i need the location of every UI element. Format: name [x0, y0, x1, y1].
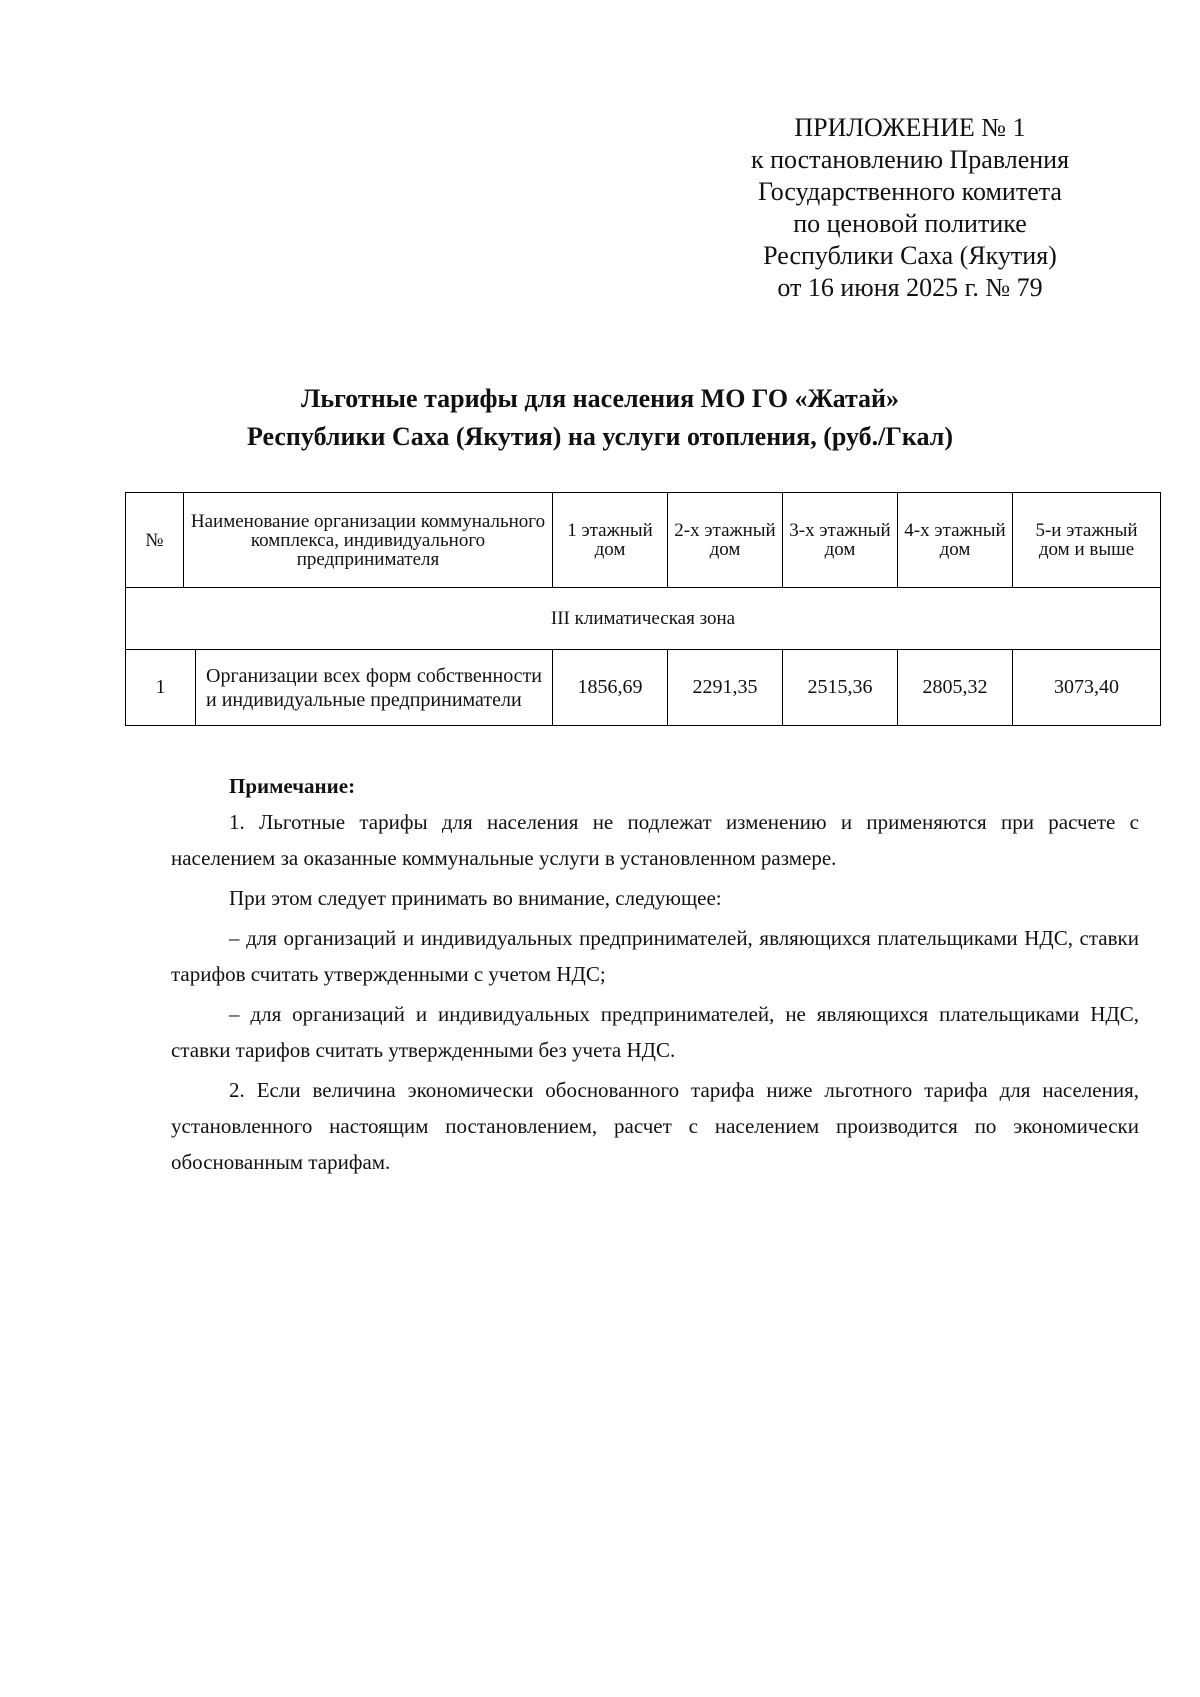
note-paragraph-5: 2. Если величина экономически обоснованного тарифа ниже льготного тарифа для населения, установленного настоящим постановлением, расчет с населением производится по экономически обоснованным тарифам. — [171, 1078, 1139, 1174]
note-paragraph-2: При этом следует принимать во внимание, следующее: — [229, 886, 722, 910]
appendix-title: ПРИЛОЖЕНИЕ № 1 — [794, 113, 1026, 142]
row-tariff-floor-3: 2515,36 — [783, 650, 898, 726]
row-organization-name: Организации всех форм собственности и индивидуальные предприниматели — [196, 650, 553, 726]
row-tariff-floor-2: 2291,35 — [668, 650, 783, 726]
appendix-line: Республики Саха (Якутия) — [763, 241, 1057, 270]
header-number: № — [126, 493, 184, 588]
appendix-line: Государственного комитета — [758, 177, 1062, 206]
row-number: 1 — [126, 650, 196, 726]
header-floor-1: 1 этажный дом — [553, 493, 668, 588]
appendix-line: к постановлению Правления — [750, 145, 1070, 174]
notes-heading: Примечание: — [229, 774, 356, 798]
title-line-1: Льготные тарифы для населения МО ГО «Жатай» — [300, 384, 900, 413]
appendix-block — [700, 112, 1120, 304]
notes-section — [171, 768, 1139, 1180]
header-floor-5-plus: 5-и этажный дом и выше — [1013, 493, 1161, 588]
row-tariff-floor-1: 1856,69 — [553, 650, 668, 726]
note-paragraph-4: – для организаций и индивидуальных предпринимателей, не являющихся плательщиками НДС, ставки тарифов считать утвержденными без учета НДС. — [171, 1002, 1139, 1062]
row-tariff-floor-4: 2805,32 — [898, 650, 1013, 726]
title-line-2: Республики Саха (Якутия) на услуги отопления, (руб./Гкал) — [247, 422, 953, 451]
header-floor-2: 2-х этажный дом — [668, 493, 783, 588]
appendix-date: от 16 июня 2025 г. № 79 — [777, 273, 1043, 302]
table-header-row — [126, 493, 1161, 588]
tariff-table — [125, 492, 1161, 726]
climate-zone-label: III климатическая зона — [126, 588, 1161, 650]
table-row — [126, 650, 1161, 726]
header-floor-4: 4-х этажный дом — [898, 493, 1013, 588]
note-paragraph-1: 1. Льготные тарифы для населения не подлежат изменению и применяются при расчете с населением за оказанные коммунальные услуги в установленном размере. — [171, 810, 1139, 870]
header-organization-name: Наименование организации коммунального комплекса, индивидуального предпринимателя — [184, 493, 553, 588]
climate-zone-row — [126, 588, 1161, 650]
note-paragraph-3: – для организаций и индивидуальных предпринимателей, являющихся плательщиками НДС, ставки тарифов считать утвержденными с учетом НДС; — [171, 926, 1139, 986]
header-floor-3: 3-х этажный дом — [783, 493, 898, 588]
row-tariff-floor-5-plus: 3073,40 — [1013, 650, 1161, 726]
appendix-line: по ценовой политике — [793, 209, 1027, 238]
document-title — [100, 380, 1100, 456]
